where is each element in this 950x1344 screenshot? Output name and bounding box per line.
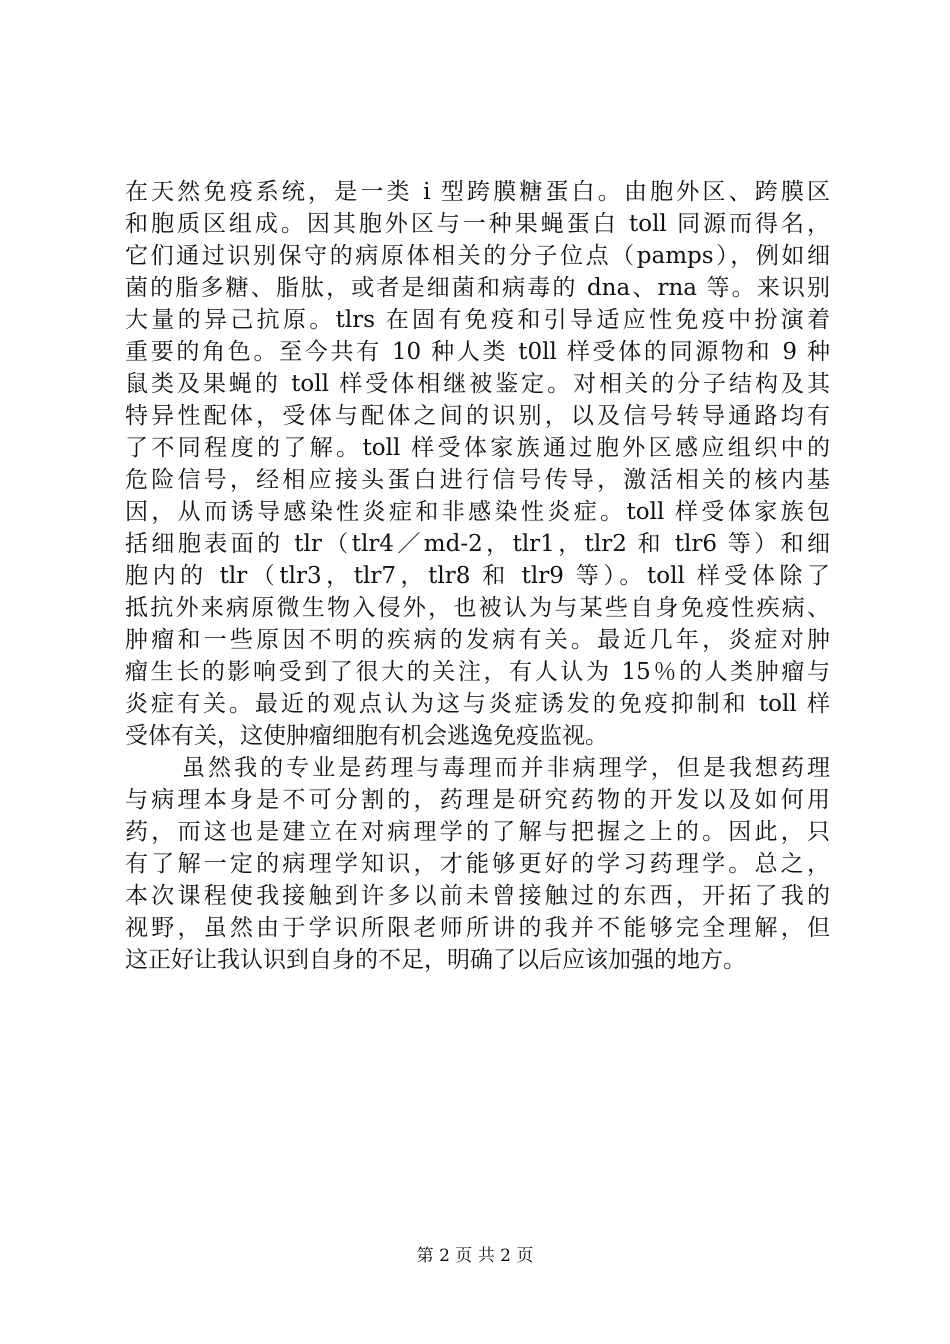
- text-line: 瘤生长的影响受到了很大的关注，有人认为 15％的人类肿瘤与: [125, 659, 830, 685]
- text-line: 大量的异己抗原。tlrs 在固有免疫和引导适应性免疫中扮演着: [125, 307, 830, 333]
- text-line: 胞内的 tlr（tlr3，tlr7，tlr8 和 tlr9 等）。toll 样受体除了: [125, 563, 830, 589]
- text-line: 在天然免疫系统，是一类 i 型跨膜糖蛋白。由胞外区、跨膜区: [125, 179, 830, 205]
- text-line: 药，而这也是建立在对病理学的了解与把握之上的。因此，只: [125, 819, 830, 845]
- text-line: 菌的脂多糖、脂肽，或者是细菌和病毒的 dna、rna 等。来识别: [125, 275, 830, 301]
- text-line: 与病理本身是不可分割的，药理是研究药物的开发以及如何用: [125, 787, 830, 813]
- paragraph-1: [125, 176, 830, 752]
- text-line: 重要的角色。至今共有 10 种人类 t0ll 样受体的同源物和 9 种: [125, 339, 830, 365]
- text-line: 和胞质区组成。因其胞外区与一种果蝇蛋白 toll 同源而得名，: [125, 211, 830, 237]
- text-line: 本次课程使我接触到许多以前未曾接触过的东西，开拓了我的: [125, 883, 830, 909]
- text-line: 括细胞表面的 tlr（tlr4／md-2，tlr1，tlr2 和 tlr6 等）和细: [125, 531, 830, 557]
- text-line: 它们通过识别保守的病原体相关的分子位点（pamps），例如细: [125, 243, 830, 269]
- text-line: 特异性配体，受体与配体之间的识别，以及信号转导通路均有: [125, 403, 830, 429]
- text-line: 这正好让我认识到自身的不足，明确了以后应该加强的地方。: [125, 947, 746, 973]
- text-line: 视野，虽然由于学识所限老师所讲的我并不能够完全理解，但: [125, 915, 830, 941]
- page-number: 第 2 页 共 2 页: [416, 1246, 534, 1266]
- text-line: 肿瘤和一些原因不明的疾病的发病有关。最近几年，炎症对肿: [125, 627, 830, 653]
- paragraph-2: [125, 752, 830, 976]
- document-body: [125, 176, 830, 976]
- page-footer: [0, 1244, 950, 1268]
- text-line: 因，从而诱导感染性炎症和非感染性炎症。toll 样受体家族包: [125, 499, 830, 525]
- text-line: 鼠类及果蝇的 toll 样受体相继被鉴定。对相关的分子结构及其: [125, 371, 830, 397]
- text-line: 受体有关，这使肿瘤细胞有机会逃逸免疫监视。: [125, 723, 608, 749]
- text-line: 有了解一定的病理学知识，才能够更好的学习药理学。总之，: [125, 851, 830, 877]
- text-line: 炎症有关。最近的观点认为这与炎症诱发的免疫抑制和 toll 样: [125, 691, 830, 717]
- text-line: 虽然我的专业是药理与毒理而并非病理学，但是我想药理: [182, 755, 830, 781]
- text-line: 危险信号，经相应接头蛋白进行信号传导，激活相关的核内基: [125, 467, 830, 493]
- text-line: 抵抗外来病原微生物入侵外，也被认为与某些自身免疫性疾病、: [125, 595, 830, 621]
- text-line: 了不同程度的了解。toll 样受体家族通过胞外区感应组织中的: [125, 435, 830, 461]
